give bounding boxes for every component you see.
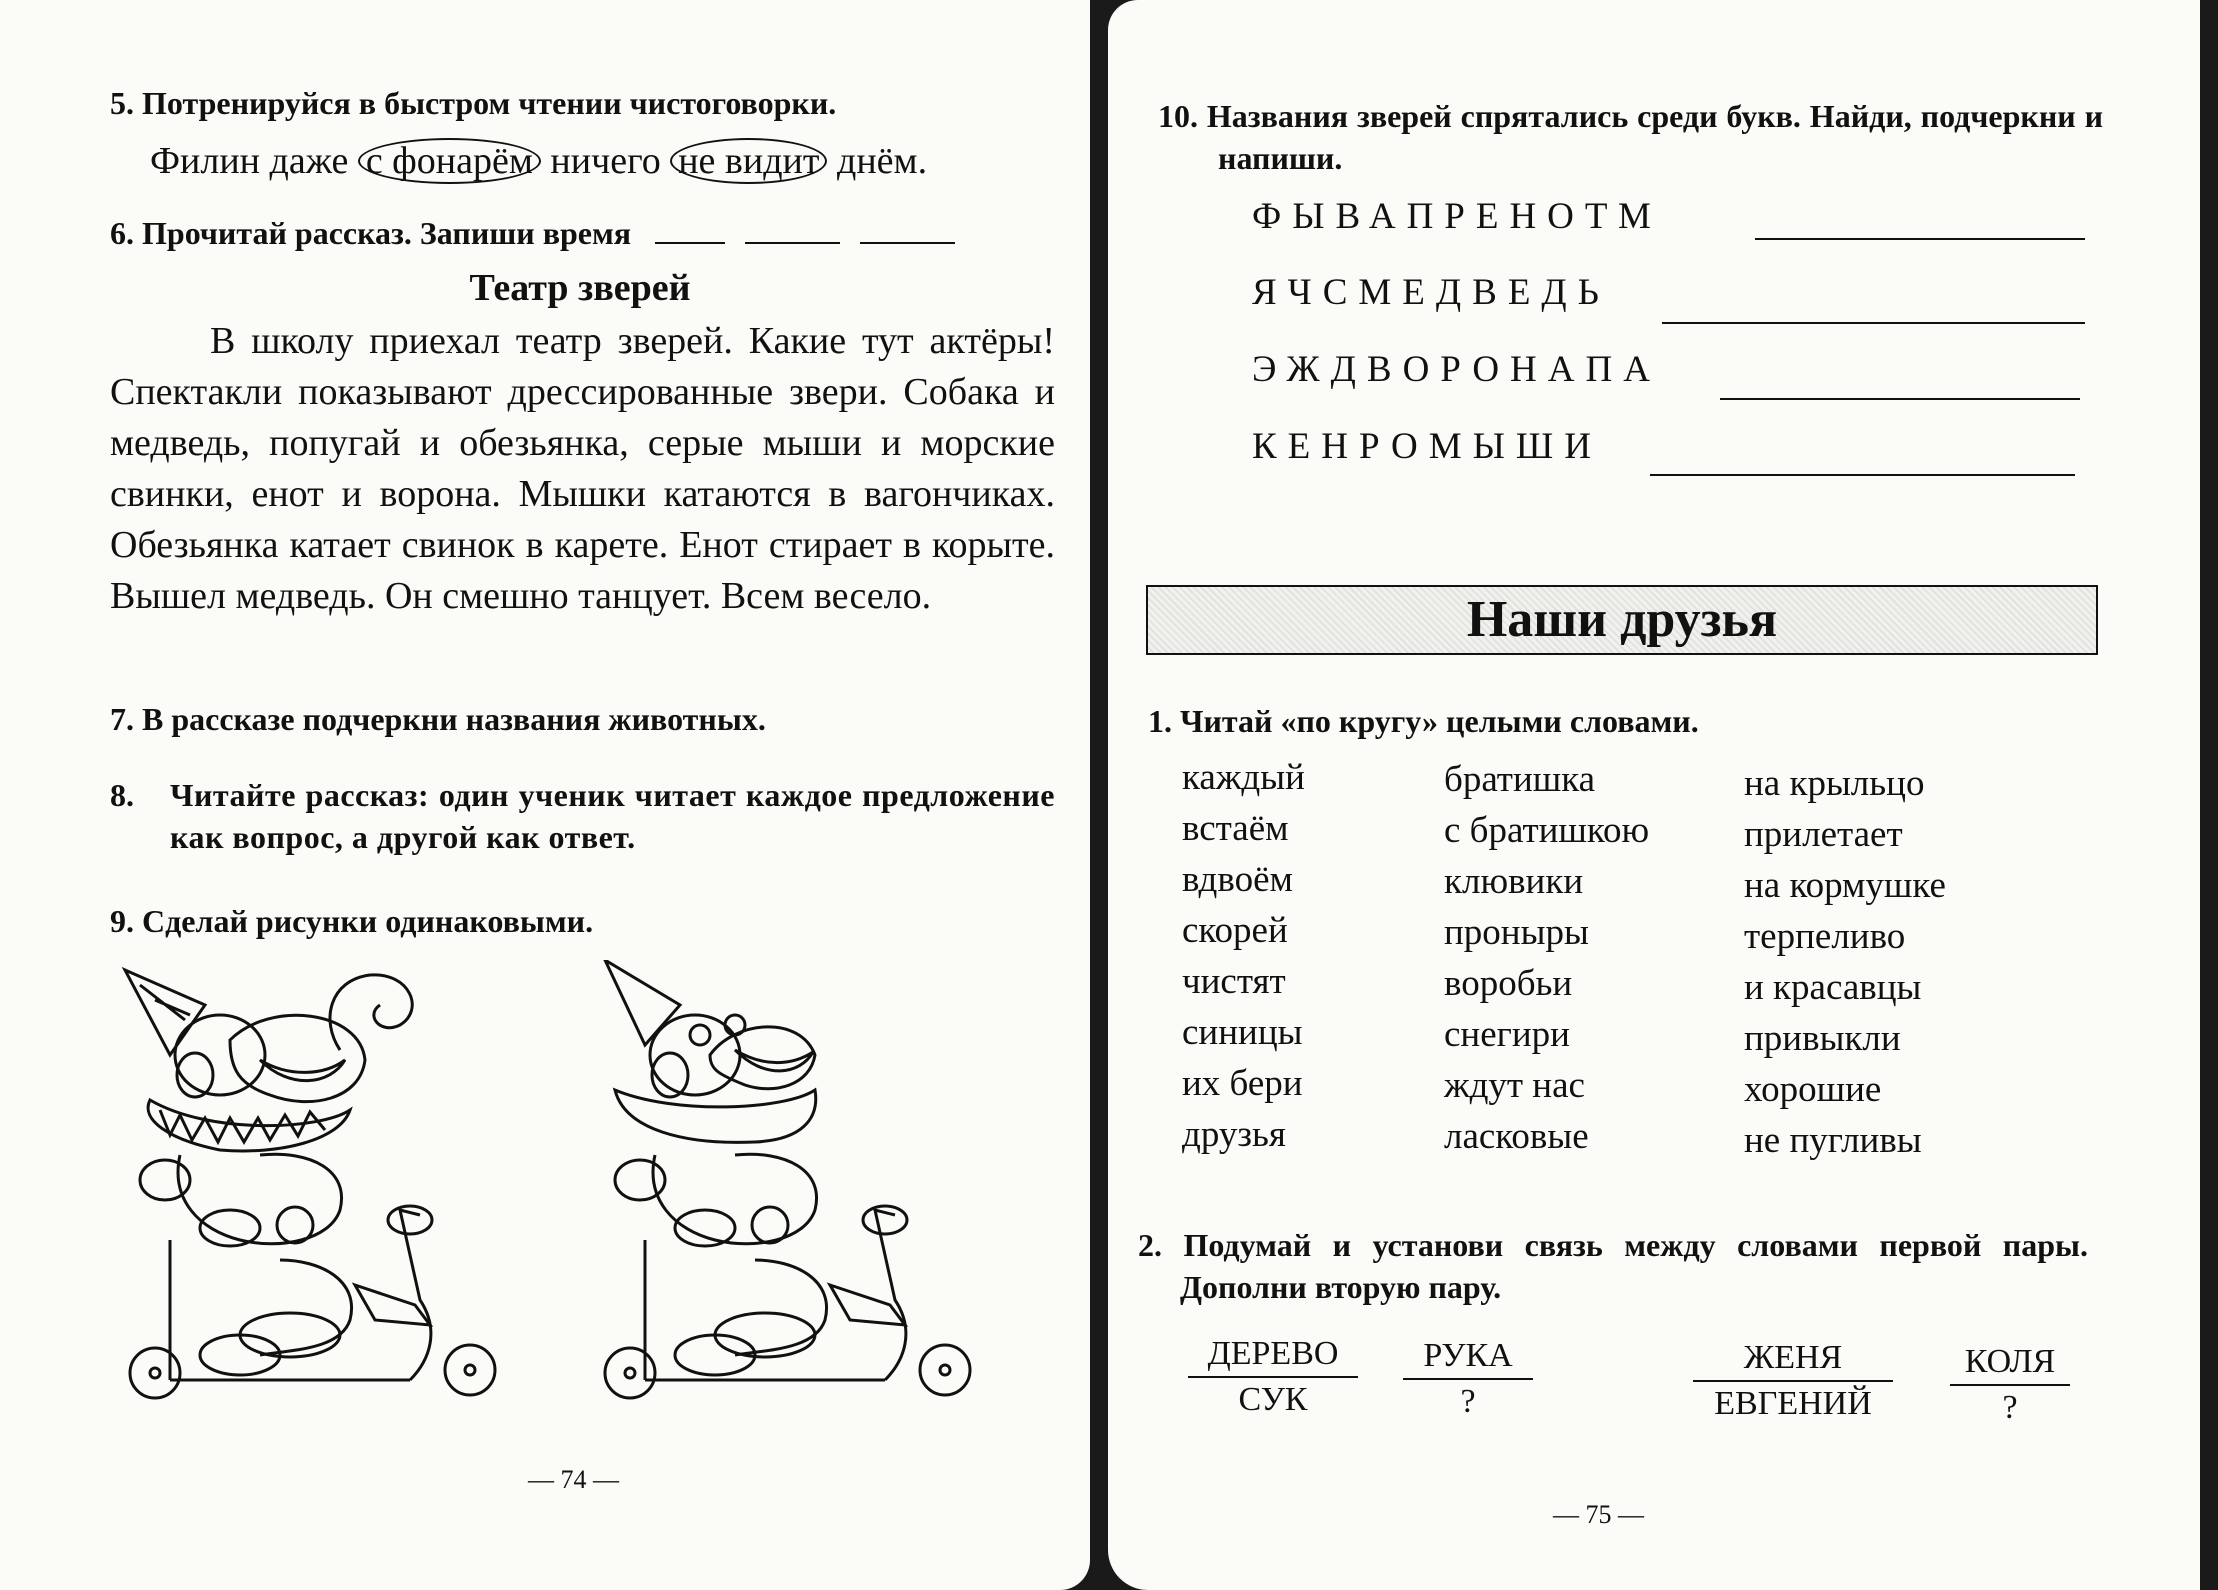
page-number-right: — 75 — <box>1553 1500 1644 1529</box>
pair-2-bottom[interactable]: ? <box>1460 1383 1476 1420</box>
task8-heading: Читайте рассказ: один ученик читает каждое предложение как вопрос, а другой как ответ. <box>170 777 1055 855</box>
tail-curl <box>330 975 412 1050</box>
party-hat-icon <box>125 970 205 1055</box>
list-item: терпеливо <box>1744 916 1906 957</box>
word-column-2 <box>1444 754 1649 1162</box>
list-item: снегири <box>1444 1014 1570 1055</box>
task10-heading-text: 10. Названия зверей спрятались среди букв. Найди, подчеркни и напиши. <box>1158 98 2103 176</box>
list-item: на крыльцо <box>1744 763 1925 804</box>
time-blank-3[interactable] <box>860 212 955 244</box>
pair-4-bottom[interactable]: ? <box>2002 1389 2018 1426</box>
task6-heading: 6. Прочитай рассказ. Запиши время <box>110 215 632 251</box>
list-item: с братишкою <box>1444 810 1650 851</box>
section-banner <box>1146 585 2098 655</box>
hidden-word-row-4: КЕНРОМЫШИ <box>1252 426 1602 467</box>
tongue-twister <box>150 136 927 187</box>
list-item: и красавцы <box>1744 967 1922 1008</box>
circled-phrase-2: не видит <box>670 138 827 184</box>
list-item: их бери <box>1182 1063 1303 1104</box>
list-item: ласковые <box>1444 1116 1589 1157</box>
pair-2-top: РУКА <box>1403 1334 1533 1380</box>
task7-heading: 7. В рассказе подчеркни названия животных. <box>110 701 766 737</box>
pair-4-top: КОЛЯ <box>1950 1340 2070 1386</box>
pair-1-top: ДЕРЕВО <box>1188 1332 1358 1378</box>
list-item: синицы <box>1182 1012 1303 1053</box>
list-item: клювики <box>1444 861 1584 902</box>
answer-line-4[interactable] <box>1650 474 2075 476</box>
task5-heading: 5. Потренируйся в быстром чтении чистоговорки. <box>110 85 837 121</box>
task2-heading-text: 2. Подумай и установи связь между словами первой пары. Дополни вторую пару. <box>1138 1227 2088 1305</box>
story-title: Театр зверей <box>469 267 691 309</box>
list-item: скорей <box>1182 910 1288 951</box>
list-item: воробьи <box>1444 963 1573 1004</box>
hidden-word-row-2: ЯЧСМЕДВЕДЬ <box>1252 272 1610 313</box>
pair-1 <box>1188 1332 1358 1422</box>
list-item: на кормушке <box>1744 865 1946 906</box>
answer-line-3[interactable] <box>1720 398 2080 400</box>
time-blank-2[interactable] <box>745 212 840 244</box>
list-item: хорошие <box>1744 1069 1882 1110</box>
monkey-drawing-left <box>110 960 550 1410</box>
hidden-word-row-3: ЭЖДВОРОНАПА <box>1252 349 1661 390</box>
party-hat-icon <box>605 960 680 1045</box>
twister-part3: днём. <box>836 140 928 182</box>
twister-part1: Филин даже <box>150 140 349 182</box>
pair-4 <box>1950 1340 2070 1430</box>
task9-heading: 9. Сделай рисунки одинаковыми. <box>110 903 594 939</box>
list-item: братишка <box>1444 759 1596 800</box>
list-item: вдвоём <box>1182 859 1293 900</box>
answer-line-2[interactable] <box>1662 322 2085 324</box>
time-blank-1[interactable] <box>655 212 725 244</box>
list-item: прилетает <box>1744 814 1903 855</box>
task10-heading <box>1158 95 2103 179</box>
twister-part2: ничего <box>550 140 661 182</box>
story-text: В школу приехал театр зверей. Какие тут актёры! Спектакли показывают дрессированные звери. Собака и медведь, попугай и обезьянка, серые мыши и морские свинки, енот и ворона. Мышки катаются в вагончиках. Обезьянка катает свинок в карете. Енот стирает в корыте. Вышел медведь. Он смешно танцует. Всем весело. <box>110 320 1055 617</box>
list-item: каждый <box>1182 757 1305 798</box>
list-item: чистят <box>1182 961 1286 1002</box>
section-title: Наши друзья <box>1466 591 1778 648</box>
pair-1-bottom: СУК <box>1238 1381 1308 1418</box>
word-column-1 <box>1182 752 1305 1160</box>
monkey-drawing-right <box>585 960 1035 1410</box>
list-item: ждут нас <box>1444 1065 1585 1106</box>
pair-3-bottom: ЕВГЕНИЙ <box>1714 1385 1872 1422</box>
answer-line-1[interactable] <box>1755 238 2085 240</box>
task8-number: 8. <box>110 777 134 813</box>
circled-phrase-1: с фонарём <box>358 138 541 184</box>
pair-2 <box>1403 1334 1533 1424</box>
list-item: привыкли <box>1744 1018 1901 1059</box>
pair-3 <box>1693 1336 1893 1426</box>
left-page <box>0 0 1090 1590</box>
task1-heading: 1. Читай «по кругу» целыми словами. <box>1148 703 1699 739</box>
list-item: друзья <box>1182 1114 1286 1155</box>
hidden-word-row-1: ФЫВАПРЕНОТМ <box>1252 196 1662 237</box>
task2-heading <box>1138 1224 2088 1308</box>
list-item: встаём <box>1182 808 1289 849</box>
list-item: не пугливы <box>1744 1120 1922 1161</box>
page-number-left: — 74 — <box>528 1465 619 1494</box>
list-item: проныры <box>1444 912 1589 953</box>
task8-block <box>110 774 1055 858</box>
task6-heading-row <box>110 212 955 254</box>
pair-3-top: ЖЕНЯ <box>1693 1336 1893 1382</box>
word-column-3 <box>1744 758 1946 1166</box>
